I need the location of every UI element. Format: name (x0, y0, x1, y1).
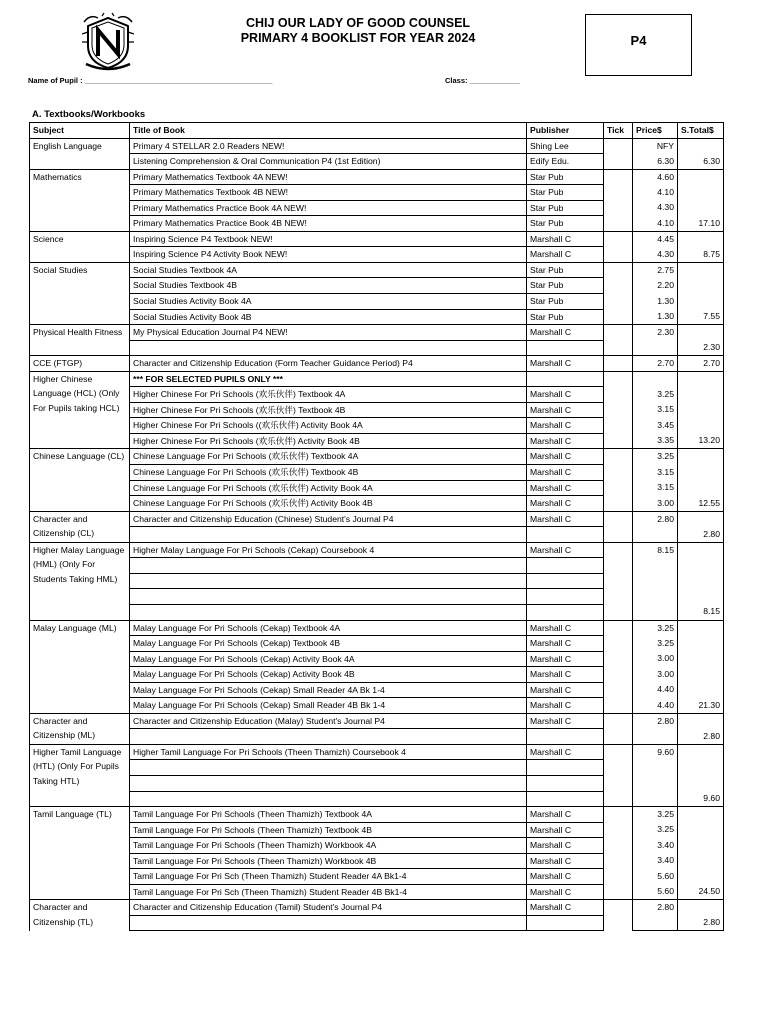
subtotal-cell: 2.80 (678, 915, 724, 931)
price-cell (633, 775, 678, 791)
publisher-cell: Marshall C (527, 636, 604, 652)
book-title-cell: Social Studies Textbook 4B (130, 278, 527, 294)
col-subject: Subject (30, 123, 130, 139)
publisher-cell (527, 604, 604, 620)
table-row (30, 807, 724, 823)
col-tick: Tick (604, 123, 633, 139)
subtotal-cell (678, 387, 724, 403)
col-price: Price$ (633, 123, 678, 139)
tick-cell[interactable] (604, 138, 633, 169)
book-title-cell (130, 775, 527, 791)
subtotal-cell (678, 682, 724, 698)
price-cell: 1.30 (633, 294, 678, 310)
subject-cell: Higher Chinese Language (HCL) (Only For Pupils taking HCL) (30, 371, 130, 449)
publisher-cell (527, 589, 604, 605)
price-cell: 4.30 (633, 200, 678, 216)
book-title-cell: My Physical Education Journal P4 NEW! (130, 325, 527, 341)
subtotal-cell (678, 325, 724, 341)
subtotal-cell: 7.55 (678, 309, 724, 325)
publisher-cell: Marshall C (527, 480, 604, 496)
tick-cell[interactable] (604, 713, 633, 744)
book-title-cell: Primary Mathematics Practice Book 4A NEW! (130, 200, 527, 216)
price-cell: 4.30 (633, 247, 678, 263)
price-cell: 3.25 (633, 636, 678, 652)
subtotal-cell (678, 449, 724, 465)
book-title-cell: Chinese Language For Pri Schools (欢乐伙伴) Textbook 4B (130, 465, 527, 481)
publisher-cell: Marshall C (527, 667, 604, 683)
subject-cell: Higher Malay Language (HML) (Only For Students Taking HML) (30, 542, 130, 620)
publisher-cell: Marshall C (527, 247, 604, 263)
subtotal-cell: 2.80 (678, 527, 724, 543)
tick-cell[interactable] (604, 262, 633, 324)
subtotal-cell (678, 138, 724, 154)
publisher-cell (527, 760, 604, 776)
subtotal-cell (678, 465, 724, 481)
subtotal-cell (678, 744, 724, 760)
subtotal-cell (678, 713, 724, 729)
price-cell: 4.45 (633, 231, 678, 247)
subject-cell: Malay Language (ML) (30, 620, 130, 713)
price-cell: 5.60 (633, 884, 678, 900)
subtotal-cell (678, 900, 724, 916)
subtotal-cell: 8.15 (678, 604, 724, 620)
book-title-cell: *** FOR SELECTED PUPILS ONLY *** (130, 371, 527, 387)
publisher-cell: Marshall C (527, 744, 604, 760)
subtotal-cell (678, 760, 724, 776)
tick-cell[interactable] (604, 542, 633, 620)
price-cell: 4.40 (633, 682, 678, 698)
price-cell: 4.40 (633, 698, 678, 714)
table-header-row (30, 123, 724, 139)
publisher-cell: Marshall C (527, 325, 604, 341)
subtotal-cell (678, 294, 724, 310)
subtotal-cell (678, 371, 724, 387)
publisher-cell (527, 729, 604, 745)
book-title-cell (130, 604, 527, 620)
table-row (30, 449, 724, 465)
book-title-cell (130, 340, 527, 356)
book-title-cell: Malay Language For Pri Schools (Cekap) Textbook 4A (130, 620, 527, 636)
publisher-cell: Marshall C (527, 698, 604, 714)
subtotal-cell: 2.30 (678, 340, 724, 356)
book-title-cell: Primary Mathematics Textbook 4A NEW! (130, 169, 527, 185)
subtotal-cell: 21.30 (678, 698, 724, 714)
price-cell (633, 371, 678, 387)
price-cell (633, 729, 678, 745)
price-cell: 3.25 (633, 807, 678, 823)
publisher-cell: Marshall C (527, 822, 604, 838)
table-row (30, 744, 724, 760)
book-title-cell (130, 791, 527, 807)
subtotal-cell (678, 231, 724, 247)
price-cell: 3.15 (633, 480, 678, 496)
tick-cell[interactable] (604, 807, 633, 900)
col-publisher: Publisher (527, 123, 604, 139)
table-row (30, 262, 724, 278)
subtotal-cell (678, 511, 724, 527)
subtotal-cell (678, 775, 724, 791)
subtotal-cell: 2.80 (678, 729, 724, 745)
publisher-cell: Star Pub (527, 262, 604, 278)
table-row (30, 511, 724, 527)
tick-cell[interactable] (604, 900, 633, 931)
subject-cell: Physical Health Fitness (30, 325, 130, 356)
tick-cell[interactable] (604, 169, 633, 231)
publisher-cell (527, 371, 604, 387)
table-row (30, 231, 724, 247)
subject-cell: Higher Tamil Language (HTL) (Only For Pupils Taking HTL) (30, 744, 130, 806)
price-cell: 2.80 (633, 713, 678, 729)
publisher-cell: Marshall C (527, 884, 604, 900)
booklist-table (29, 122, 724, 931)
booklist-title: PRIMARY 4 BOOKLIST FOR YEAR 2024 (240, 31, 476, 45)
subtotal-cell: 24.50 (678, 884, 724, 900)
price-cell: 3.00 (633, 667, 678, 683)
price-cell: 2.75 (633, 262, 678, 278)
class-field[interactable]: Class: ____________ (445, 76, 520, 85)
publisher-cell: Marshall C (527, 853, 604, 869)
subtotal-cell: 17.10 (678, 216, 724, 232)
book-title-cell: Primary Mathematics Practice Book 4B NEW! (130, 216, 527, 232)
publisher-cell: Marshall C (527, 682, 604, 698)
tick-cell[interactable] (604, 371, 633, 449)
subject-cell: Science (30, 231, 130, 262)
book-title-cell: Primary Mathematics Textbook 4B NEW! (130, 185, 527, 201)
table-row (30, 713, 724, 729)
publisher-cell: Marshall C (527, 869, 604, 885)
publisher-cell: Marshall C (527, 838, 604, 854)
price-cell: 3.15 (633, 402, 678, 418)
tick-cell[interactable] (604, 620, 633, 713)
subtotal-cell: 13.20 (678, 433, 724, 449)
publisher-cell: Marshall C (527, 807, 604, 823)
pupil-name-field[interactable]: Name of Pupil : _____________________________________________ (28, 76, 273, 85)
price-cell: 3.40 (633, 838, 678, 854)
subtotal-cell: 9.60 (678, 791, 724, 807)
publisher-cell: Marshall C (527, 465, 604, 481)
subtotal-cell (678, 589, 724, 605)
price-cell: 9.60 (633, 744, 678, 760)
subtotal-cell (678, 418, 724, 434)
publisher-cell: Marshall C (527, 713, 604, 729)
tick-cell[interactable] (604, 511, 633, 542)
publisher-cell: Marshall C (527, 433, 604, 449)
book-title-cell (130, 558, 527, 574)
book-title-cell: Character and Citizenship Education (Chinese) Student's Journal P4 (130, 511, 527, 527)
publisher-cell: Marshall C (527, 418, 604, 434)
book-title-cell (130, 760, 527, 776)
table-row (30, 620, 724, 636)
publisher-cell (527, 791, 604, 807)
price-cell (633, 791, 678, 807)
book-title-cell: Higher Tamil Language For Pri Schools (Theen Thamizh) Coursebook 4 (130, 744, 527, 760)
price-cell: 3.00 (633, 651, 678, 667)
book-title-cell: Tamil Language For Pri Schools (Theen Thamizh) Workbook 4B (130, 853, 527, 869)
subtotal-cell (678, 667, 724, 683)
subtotal-cell (678, 573, 724, 589)
publisher-cell: Marshall C (527, 387, 604, 403)
book-title-cell (130, 729, 527, 745)
publisher-cell: Marshall C (527, 511, 604, 527)
subtotal-cell: 12.55 (678, 496, 724, 512)
price-cell: 8.15 (633, 542, 678, 558)
price-cell (633, 340, 678, 356)
book-title-cell: Inspiring Science P4 Textbook NEW! (130, 231, 527, 247)
publisher-cell: Star Pub (527, 294, 604, 310)
publisher-cell: Shing Lee (527, 138, 604, 154)
price-cell: 2.80 (633, 511, 678, 527)
book-title-cell: Character and Citizenship Education (Malay) Student's Journal P4 (130, 713, 527, 729)
subject-cell: Chinese Language (CL) (30, 449, 130, 511)
book-title-cell (130, 527, 527, 543)
price-cell (633, 589, 678, 605)
book-title-cell: Inspiring Science P4 Activity Book NEW! (130, 247, 527, 263)
book-title-cell: Higher Chinese For Pri Schools (欢乐伙伴) Textbook 4B (130, 402, 527, 418)
table-row (30, 325, 724, 341)
tick-cell[interactable] (604, 325, 633, 356)
publisher-cell: Marshall C (527, 449, 604, 465)
publisher-cell: Star Pub (527, 169, 604, 185)
book-title-cell: Tamil Language For Pri Schools (Theen Thamizh) Textbook 4A (130, 807, 527, 823)
price-cell (633, 760, 678, 776)
publisher-cell: Marshall C (527, 402, 604, 418)
book-title-cell: Listening Comprehension & Oral Communication P4 (1st Edition) (130, 154, 527, 170)
publisher-cell (527, 573, 604, 589)
price-cell: 6.30 (633, 154, 678, 170)
book-title-cell: Primary 4 STELLAR 2.0 Readers NEW! (130, 138, 527, 154)
subtotal-cell (678, 822, 724, 838)
book-title-cell (130, 573, 527, 589)
publisher-cell: Star Pub (527, 216, 604, 232)
book-title-cell: Character and Citizenship Education (Tamil) Student's Journal P4 (130, 900, 527, 916)
publisher-cell: Star Pub (527, 185, 604, 201)
publisher-cell: Star Pub (527, 278, 604, 294)
table-row (30, 138, 724, 154)
price-cell (633, 558, 678, 574)
price-cell: 2.20 (633, 278, 678, 294)
price-cell: 2.70 (633, 356, 678, 372)
document-title (200, 16, 516, 46)
subject-cell: Tamil Language (TL) (30, 807, 130, 900)
publisher-cell (527, 775, 604, 791)
book-title-cell: Malay Language For Pri Schools (Cekap) Activity Book 4B (130, 667, 527, 683)
book-title-cell: Higher Chinese For Pri Schools (欢乐伙伴) Activity Book 4B (130, 433, 527, 449)
book-title-cell: Tamil Language For Pri Schools (Theen Thamizh) Textbook 4B (130, 822, 527, 838)
subtotal-cell (678, 558, 724, 574)
book-title-cell: Malay Language For Pri Schools (Cekap) Small Reader 4B Bk 1-4 (130, 698, 527, 714)
publisher-cell: Marshall C (527, 542, 604, 558)
subtotal-cell: 6.30 (678, 154, 724, 170)
subtotal-cell (678, 278, 724, 294)
subject-cell: Mathematics (30, 169, 130, 231)
price-cell (633, 573, 678, 589)
tick-cell[interactable] (604, 231, 633, 262)
subtotal-cell (678, 620, 724, 636)
booklist-body (30, 138, 724, 931)
price-cell: 3.40 (633, 853, 678, 869)
level-box: P4 (585, 14, 692, 76)
book-title-cell: Higher Malay Language For Pri Schools (Cekap) Coursebook 4 (130, 542, 527, 558)
publisher-cell (527, 340, 604, 356)
publisher-cell: Marshall C (527, 231, 604, 247)
table-row (30, 371, 724, 387)
tick-cell[interactable] (604, 356, 633, 372)
price-cell: 4.60 (633, 169, 678, 185)
subject-cell: Social Studies (30, 262, 130, 324)
col-title: Title of Book (130, 123, 527, 139)
book-title-cell: Higher Chinese For Pri Schools (欢乐伙伴) Textbook 4A (130, 387, 527, 403)
price-cell: 1.30 (633, 309, 678, 325)
publisher-cell: Star Pub (527, 200, 604, 216)
publisher-cell: Marshall C (527, 356, 604, 372)
subject-cell: Character and Citizenship (CL) (30, 511, 130, 542)
book-title-cell: Social Studies Activity Book 4B (130, 309, 527, 325)
book-title-cell: Malay Language For Pri Schools (Cekap) Activity Book 4A (130, 651, 527, 667)
tick-cell[interactable] (604, 449, 633, 511)
subject-cell: CCE (FTGP) (30, 356, 130, 372)
publisher-cell: Star Pub (527, 309, 604, 325)
subtotal-cell: 2.70 (678, 356, 724, 372)
subject-cell: Character and Citizenship (TL) (30, 900, 130, 931)
book-title-cell: Tamil Language For Pri Sch (Theen Thamizh) Student Reader 4B Bk1-4 (130, 884, 527, 900)
subtotal-cell (678, 200, 724, 216)
table-row (30, 356, 724, 372)
publisher-cell: Marshall C (527, 496, 604, 512)
price-cell: 3.25 (633, 387, 678, 403)
book-title-cell (130, 589, 527, 605)
subject-cell: Character and Citizenship (ML) (30, 713, 130, 744)
book-title-cell: Chinese Language For Pri Schools (欢乐伙伴) Textbook 4A (130, 449, 527, 465)
publisher-cell (527, 527, 604, 543)
price-cell: 4.10 (633, 216, 678, 232)
price-cell (633, 527, 678, 543)
book-title-cell: Malay Language For Pri Schools (Cekap) Small Reader 4A Bk 1-4 (130, 682, 527, 698)
subtotal-cell (678, 853, 724, 869)
book-title-cell: Higher Chinese For Pri Schools ((欢乐伙伴) Activity Book 4A (130, 418, 527, 434)
price-cell: 3.25 (633, 620, 678, 636)
subtotal-cell (678, 838, 724, 854)
publisher-cell: Marshall C (527, 900, 604, 916)
book-title-cell: Tamil Language For Pri Schools (Theen Thamizh) Workbook 4A (130, 838, 527, 854)
price-cell: 2.80 (633, 900, 678, 916)
subtotal-cell (678, 807, 724, 823)
tick-cell[interactable] (604, 744, 633, 806)
subtotal-cell (678, 402, 724, 418)
subtotal-cell (678, 169, 724, 185)
price-cell: 3.15 (633, 465, 678, 481)
price-cell: 5.60 (633, 869, 678, 885)
subtotal-cell (678, 480, 724, 496)
section-title: A. Textbooks/Workbooks (32, 109, 146, 120)
price-cell: 3.35 (633, 433, 678, 449)
publisher-cell: Edify Edu. (527, 154, 604, 170)
book-title-cell: Character and Citizenship Education (Form Teacher Guidance Period) P4 (130, 356, 527, 372)
subtotal-cell (678, 542, 724, 558)
book-title-cell: Chinese Language For Pri Schools (欢乐伙伴) Activity Book 4B (130, 496, 527, 512)
book-title-cell: Chinese Language For Pri Schools (欢乐伙伴) Activity Book 4A (130, 480, 527, 496)
subtotal-cell (678, 636, 724, 652)
subject-cell: English Language (30, 138, 130, 169)
price-cell: NFY (633, 138, 678, 154)
book-title-cell: Social Studies Textbook 4A (130, 262, 527, 278)
book-title-cell: Social Studies Activity Book 4A (130, 294, 527, 310)
price-cell: 3.45 (633, 418, 678, 434)
col-subtotal: S.Total$ (678, 123, 724, 139)
table-row (30, 542, 724, 558)
price-cell: 3.00 (633, 496, 678, 512)
subtotal-cell (678, 262, 724, 278)
publisher-cell (527, 558, 604, 574)
book-title-cell: Malay Language For Pri Schools (Cekap) Textbook 4B (130, 636, 527, 652)
publisher-cell: Marshall C (527, 651, 604, 667)
book-title-cell (130, 915, 527, 931)
school-crest-icon (80, 12, 136, 72)
table-row (30, 900, 724, 916)
subtotal-cell: 8.75 (678, 247, 724, 263)
price-cell (633, 604, 678, 620)
publisher-cell: Marshall C (527, 620, 604, 636)
price-cell: 2.30 (633, 325, 678, 341)
price-cell: 3.25 (633, 449, 678, 465)
publisher-cell (527, 915, 604, 931)
subtotal-cell (678, 185, 724, 201)
school-name: CHIJ OUR LADY OF GOOD COUNSEL (245, 16, 471, 30)
table-row (30, 169, 724, 185)
subtotal-cell (678, 869, 724, 885)
subtotal-cell (678, 651, 724, 667)
price-cell: 3.25 (633, 822, 678, 838)
price-cell: 4.10 (633, 185, 678, 201)
price-cell (633, 915, 678, 931)
book-title-cell: Tamil Language For Pri Sch (Theen Thamizh) Student Reader 4A Bk1-4 (130, 869, 527, 885)
